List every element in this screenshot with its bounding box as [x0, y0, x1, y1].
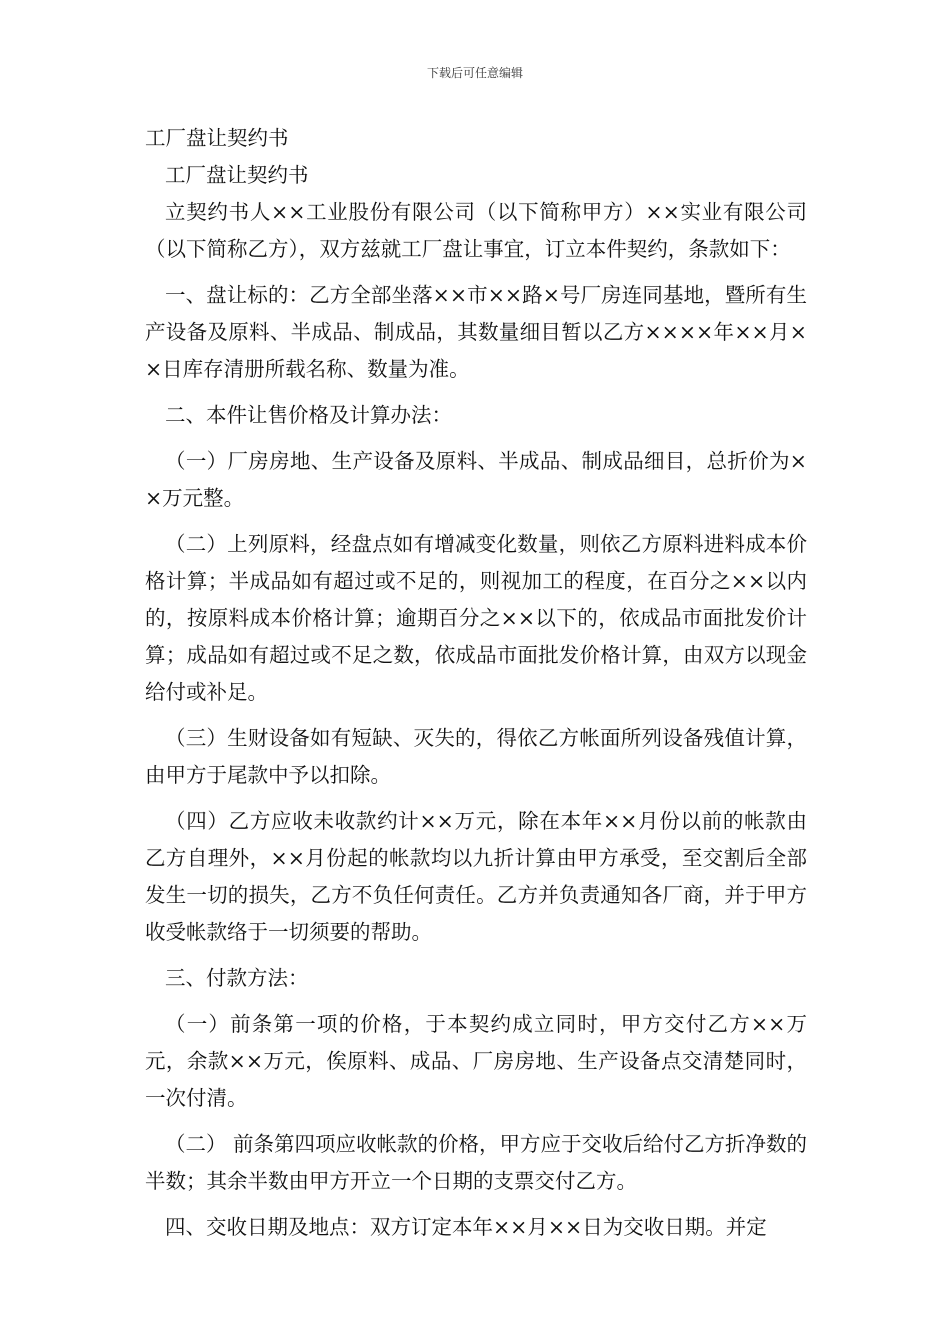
- clause-3-item-1: （一）前条第一项的价格，于本契约成立同时，甲方交付乙方××万元，余款××万元，俟原料、成品、厂房房地、生产设备点交清楚同时，一次付清。: [145, 1012, 807, 1110]
- clause-2-item-3: （三）生财设备如有短缺、灭失的，得依乙方帐面所列设备残值计算，由甲方于尾款中予以扣除。: [145, 726, 807, 787]
- clause-2-item-2: （二）上列原料，经盘点如有增减变化数量，则依乙方原料进料成本价格计算；半成品如有超过或不足的，则视加工的程度，在百分之××以内的，按原料成本价格计算；逾期百分之××以下的，依成品市面批发价计算；成品如有超过或不足之数，依成品市面批发价格计算，由双方以现金给付或补足。: [145, 532, 807, 704]
- download-note: 下载后可任意编辑: [426, 66, 523, 80]
- clause-3-heading: 三、付款方法：: [165, 966, 309, 990]
- clause-4-paragraph: 四、交收日期及地点：双方订定本年××月××日为交收日期。并定: [165, 1215, 767, 1239]
- clause-2-heading: 二、本件让售价格及计算办法：: [165, 403, 452, 427]
- clause-3-item-2: （二） 前条第四项应收帐款的价格，甲方应于交收后给付乙方折净数的半数；其余半数由甲方开立一个日期的支票交付乙方。: [145, 1132, 808, 1193]
- preamble-paragraph: 立契约书人××工业股份有限公司（以下简称甲方）××实业有限公司（以下简称乙方），双方兹就工厂盘让事宜，订立本件契约，条款如下：: [145, 200, 807, 261]
- document-subtitle: 工厂盘让契约书: [165, 163, 309, 187]
- clause-2-item-4: （四）乙方应收未收款约计××万元，除在本年××月份以前的帐款由乙方自理外，××月份起的帐款均以九折计算由甲方承受，至交割后全部发生一切的损失，乙方不负任何责任。乙方并负责通知各厂商，并于甲方收受帐款络于一切须要的帮助。: [145, 809, 807, 944]
- clause-2-item-1: （一）厂房房地、生产设备及原料、半成品、制成品细目，总折价为××万元整。: [145, 449, 807, 510]
- document-title: 工厂盘让契约书: [145, 126, 289, 150]
- clause-1-paragraph: 一、盘让标的：乙方全部坐落××市××路×号厂房连同基地，暨所有生产设备及原料、半成品、制成品，其数量细目暂以乙方××××年××月××日库存清册所载名称、数量为准。: [145, 283, 807, 381]
- document-body: [145, 120, 807, 1246]
